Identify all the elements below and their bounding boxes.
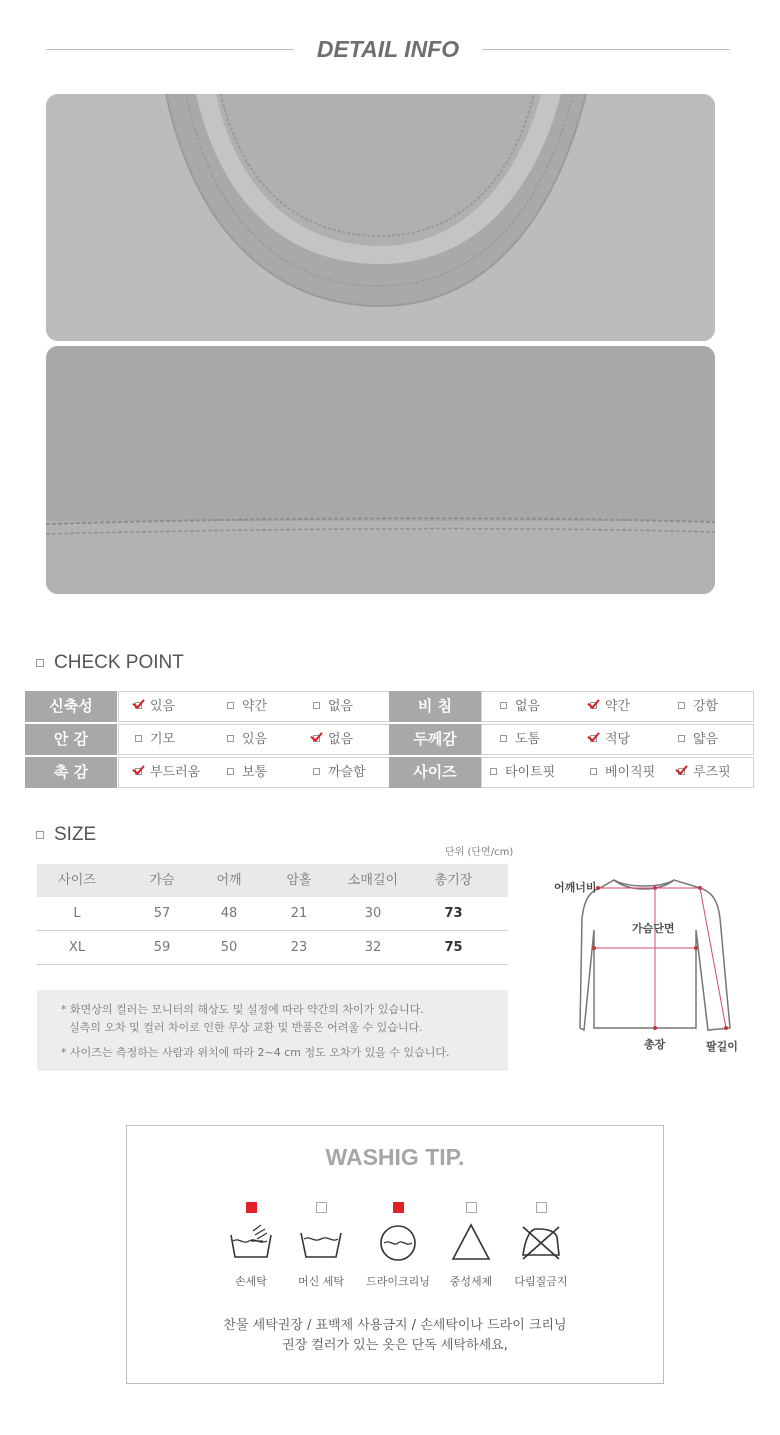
wash-item-label: 드라이크리닝 (366, 1275, 430, 1288)
option-item: 없음 (313, 692, 353, 721)
attribute-label: 촉 감 (25, 757, 117, 788)
checked-box-icon (135, 702, 142, 709)
attribute-options (118, 724, 390, 755)
size-title: SIZE (54, 824, 97, 845)
wash-item (216, 1202, 286, 1289)
unit-note: 단위 (단면/cm) (445, 847, 514, 858)
attribute-label: 안 감 (25, 724, 117, 755)
wash-item-label: 머신 세탁 (297, 1275, 344, 1288)
option-item: 없음 (500, 692, 540, 721)
option-item: 강함 (678, 692, 718, 721)
divider-left (46, 49, 294, 50)
washing-description (127, 1316, 663, 1356)
neutral-detergent-icon (447, 1221, 495, 1263)
size-notice (37, 990, 508, 1071)
check-point-row (25, 757, 754, 790)
size-heading (36, 824, 96, 846)
wash-item-label: 손세탁 (235, 1275, 267, 1288)
checkbox-icon (135, 735, 142, 742)
option-item: 타이트핏 (490, 758, 555, 787)
option-item: 까슬함 (313, 758, 366, 787)
wash-item (506, 1202, 576, 1289)
detail-info-title: DETAIL INFO (316, 36, 460, 62)
wash-item-label: 중성세제 (449, 1275, 493, 1288)
option-item: 부드러움 (135, 758, 200, 787)
table-cell: 30 (364, 906, 382, 921)
attribute-options (118, 691, 390, 722)
column-header: 소매길이 (347, 873, 399, 888)
wash-item (363, 1202, 433, 1289)
table-cell: 73 (444, 906, 463, 921)
unchecked-indicator (466, 1202, 477, 1213)
tshirt-outline-icon (548, 868, 753, 1063)
option-item: 약간 (590, 692, 630, 721)
square-bullet-icon (36, 659, 44, 667)
table-cell: L (73, 906, 81, 921)
checkbox-icon (678, 702, 685, 709)
table-row (37, 897, 508, 931)
washing-desc-line: 권장 컬러가 있는 옷은 단독 세탁하세요, (282, 1338, 508, 1353)
checked-box-icon (313, 735, 320, 742)
neckline-detail-photo (46, 94, 715, 341)
wash-item (436, 1202, 506, 1289)
option-item: 베이직핏 (590, 758, 655, 787)
checkbox-icon (313, 768, 320, 775)
checkbox-icon (500, 735, 507, 742)
table-cell: 23 (290, 940, 308, 955)
checked-box-icon (590, 702, 597, 709)
square-bullet-icon (36, 831, 44, 839)
checkbox-icon (313, 702, 320, 709)
table-cell: XL (68, 940, 86, 955)
attribute-label: 신축성 (25, 691, 117, 722)
no-ironing-icon (517, 1221, 565, 1263)
notice-line: * 화면상의 컬러는 모니터의 해상도 및 설정에 따라 약간의 차이가 있습니다. (61, 1003, 424, 1016)
wash-item (286, 1202, 356, 1289)
attribute-options (118, 757, 390, 788)
hem-detail-photo (46, 346, 715, 594)
size-table-header (37, 864, 508, 897)
check-point-heading (36, 652, 184, 674)
hand-wash-icon (227, 1221, 275, 1263)
divider-right (482, 49, 730, 50)
machine-wash-icon (297, 1221, 345, 1263)
attribute-options (481, 691, 754, 722)
table-cell: 75 (444, 940, 463, 955)
table-cell: 59 (153, 940, 171, 955)
checkbox-icon (227, 702, 234, 709)
checkbox-icon (227, 768, 234, 775)
column-header: 가슴 (149, 873, 175, 888)
option-item: 기모 (135, 725, 175, 754)
table-cell: 50 (220, 940, 238, 955)
option-item: 얇음 (678, 725, 718, 754)
notice-line: * 사이즈는 측정하는 사람과 위치에 따라 2~4 cm 정도 오차가 있을 수 있습니다. (61, 1046, 450, 1059)
checked-box-icon (678, 768, 685, 775)
checked-indicator (393, 1202, 404, 1213)
unchecked-indicator (316, 1202, 327, 1213)
chest-label: 가슴단면 (632, 922, 675, 935)
option-item: 도톰 (500, 725, 540, 754)
table-row (37, 931, 508, 965)
detail-info-header (46, 30, 730, 70)
column-header: 암홀 (286, 873, 312, 888)
dry-clean-icon (374, 1221, 422, 1263)
notice-line: 실측의 오차 및 컬러 차이로 인한 무상 교환 및 반품은 어려울 수 있습니다. (69, 1021, 423, 1034)
checkbox-icon (490, 768, 497, 775)
table-cell: 32 (364, 940, 382, 955)
option-item: 보통 (227, 758, 267, 787)
option-item: 적당 (590, 725, 630, 754)
attribute-label: 사이즈 (389, 757, 481, 788)
sleeve-label: 팔길이 (706, 1040, 738, 1053)
length-label: 총장 (644, 1038, 666, 1051)
table-cell: 48 (220, 906, 238, 921)
option-item: 없음 (313, 725, 353, 754)
checked-box-icon (590, 735, 597, 742)
check-point-row (25, 691, 754, 724)
checkbox-icon (678, 735, 685, 742)
attribute-label: 두께감 (389, 724, 481, 755)
check-point-title: CHECK POINT (54, 652, 184, 673)
attribute-options (481, 757, 754, 788)
washing-tip-box (126, 1125, 664, 1384)
washing-desc-line: 찬물 세탁권장 / 표백제 사용금지 / 손세탁이나 드라이 크리닝 (223, 1318, 567, 1333)
column-header: 총기장 (434, 873, 473, 888)
attribute-label: 비 침 (389, 691, 481, 722)
checkbox-icon (590, 768, 597, 775)
table-cell: 57 (153, 906, 171, 921)
column-header: 어깨 (216, 873, 242, 888)
checked-box-icon (135, 768, 142, 775)
shoulder-label: 어깨너비 (554, 881, 597, 894)
unchecked-indicator (536, 1202, 547, 1213)
checked-indicator (246, 1202, 257, 1213)
check-point-row (25, 724, 754, 757)
washing-tip-title: WASHIG TIP. (325, 1144, 465, 1170)
option-item: 루즈핏 (678, 758, 731, 787)
option-item: 약간 (227, 692, 267, 721)
option-item: 있음 (135, 692, 175, 721)
option-item: 있음 (227, 725, 267, 754)
wash-item-label: 다림질금지 (514, 1275, 568, 1288)
table-cell: 21 (290, 906, 308, 921)
column-header: 사이즈 (58, 873, 96, 888)
size-diagram (548, 868, 753, 1063)
size-table (37, 864, 508, 965)
attribute-options (481, 724, 754, 755)
checkbox-icon (500, 702, 507, 709)
checkbox-icon (227, 735, 234, 742)
